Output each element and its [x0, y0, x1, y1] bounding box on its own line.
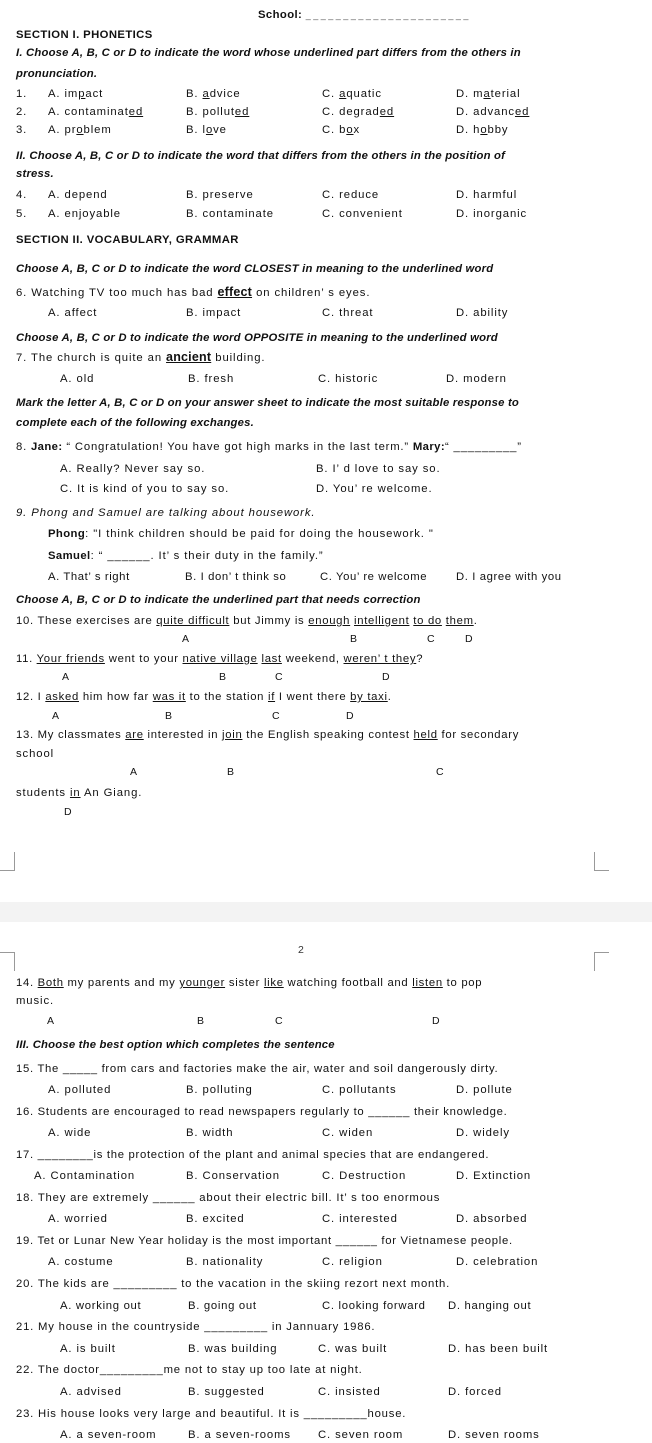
opposite-instruction: Choose A, B, C or D to indicate the word OPPOSITE in meaning to the underlined word — [16, 332, 498, 344]
q15-option-c: C. pollutants — [322, 1084, 397, 1096]
q1-option-d: D. material — [456, 88, 521, 100]
q20-option-a: A. working out — [60, 1300, 142, 1312]
response-instruction: Mark the letter A, B, C or D on your answer sheet to indicate the most suitable response to — [16, 397, 520, 409]
q6-stem: 6. Watching TV too much has bad effect on children’ s eyes. — [16, 285, 371, 299]
q8-stem: 8. Jane: “ Congratulation! You have got high marks in the last term.” Mary:“ _________” — [16, 441, 522, 453]
page-corner-mark — [0, 952, 15, 971]
q13-stem-line3: students in An Giang. — [16, 787, 143, 799]
q5-option-d: D. inorganic — [456, 208, 528, 220]
q9-phong-line: Phong: "I think children should be paid for doing the housework. " — [48, 528, 434, 540]
q21-option-b: B. was building — [188, 1343, 278, 1355]
page-corner-mark — [0, 852, 15, 871]
q7-option-b: B. fresh — [188, 373, 235, 385]
q20-option-b: B. going out — [188, 1300, 257, 1312]
q9-intro: 9. Phong and Samuel are talking about housework. — [16, 507, 316, 519]
q21-option-c: C. was built — [318, 1343, 388, 1355]
q22-option-b: B. suggested — [188, 1386, 265, 1398]
q14-stem: 14. Both my parents and my younger sister like watching football and listen to pop — [16, 977, 483, 989]
q3-option-d: D. hobby — [456, 124, 509, 136]
q15-option-b: B. polluting — [186, 1084, 253, 1096]
closest-instruction: Choose A, B, C or D to indicate the word CLOSEST in meaning to the underlined word — [16, 263, 494, 275]
q2-option-a: A. contaminated — [48, 106, 144, 118]
q9-samuel-line: Samuel: “ ______. It’ s their duty in the family.” — [48, 550, 324, 562]
q18-option-b: B. excited — [186, 1213, 245, 1225]
q23-option-a: A. a seven-room — [60, 1429, 157, 1441]
part3-title: III. Choose the best option which completes the sentence — [16, 1039, 335, 1051]
q8-option-c: C. It is kind of you to say so. — [60, 483, 230, 495]
q2-option-c: C. degraded — [322, 106, 395, 118]
q4-option-b: B. preserve — [186, 189, 254, 201]
part1-instruction-cont: pronunciation. — [16, 68, 98, 80]
q4-option-a: A. depend — [48, 189, 108, 201]
q4-option-c: C. reduce — [322, 189, 380, 201]
school-header: School: _ _ _ _ _ _ _ _ _ _ _ _ _ _ _ _ _ _ _ _ _ _ — [258, 9, 469, 21]
q19-option-a: A. costume — [48, 1256, 114, 1268]
page-corner-mark — [594, 852, 609, 871]
q7-option-a: A. old — [60, 373, 95, 385]
q1-option-b: B. advice — [186, 88, 241, 100]
q23-option-b: B. a seven-rooms — [188, 1429, 291, 1441]
q8-option-d: D. You’ re welcome. — [316, 483, 433, 495]
q9-option-d: D. I agree with you — [456, 571, 562, 583]
q5-option-b: B. contaminate — [186, 208, 274, 220]
q17-option-a: A. Contamination — [34, 1170, 136, 1182]
error-instruction: Choose A, B, C or D to indicate the underlined part that needs correction — [16, 594, 421, 606]
q16-option-c: C. widen — [322, 1127, 374, 1139]
q3-option-c: C. box — [322, 124, 361, 136]
q3-option-a: A. problem — [48, 124, 112, 136]
q9-option-c: C. You’ re welcome — [320, 571, 428, 583]
q21-option-d: D. has been built — [448, 1343, 549, 1355]
section2-title: SECTION II. VOCABULARY, GRAMMAR — [16, 234, 239, 246]
q10-stem: 10. These exercises are quite difficult but Jimmy is enough intelligent to do them. — [16, 615, 478, 627]
q3-option-b: B. love — [186, 124, 227, 136]
page-corner-mark — [594, 952, 609, 971]
q2-option-b: B. polluted — [186, 106, 250, 118]
part1-instruction: I. Choose A, B, C or D to indicate the word whose underlined part differs from the others in — [16, 47, 521, 59]
q19-option-c: C. religion — [322, 1256, 383, 1268]
q16-option-b: B. width — [186, 1127, 234, 1139]
q6-option-b: B. impact — [186, 307, 242, 319]
q6-option-c: C. threat — [322, 307, 374, 319]
q17-option-d: D. Extinction — [456, 1170, 532, 1182]
q16-option-a: A. wide — [48, 1127, 92, 1139]
q6-option-a: A. affect — [48, 307, 98, 319]
q7-option-d: D. modern — [446, 373, 507, 385]
q17-option-b: B. Conservation — [186, 1170, 280, 1182]
q22-option-c: C. insisted — [318, 1386, 381, 1398]
q4-option-d: D. harmful — [456, 189, 518, 201]
q22-option-d: D. forced — [448, 1386, 502, 1398]
q15-option-a: A. polluted — [48, 1084, 112, 1096]
q20-option-c: C. looking forward — [322, 1300, 426, 1312]
q23-option-d: D. seven rooms — [448, 1429, 540, 1441]
q13-stem: 13. My classmates are interested in join the English speaking contest held for secondary — [16, 729, 520, 741]
q6-option-d: D. ability — [456, 307, 509, 319]
q13-stem-line2: school — [16, 748, 55, 760]
q16-option-d: D. widely — [456, 1127, 510, 1139]
q5-option-c: C. convenient — [322, 208, 403, 220]
q1-option-a: A. impact — [48, 88, 104, 100]
worksheet-page: School: _ _ _ _ _ _ _ _ _ _ _ _ _ _ _ _ _ _ _ _ _ _ SECTION I. PHONETICS I. Choose A, B, C or D to indicate the word whose underlined part differs from the others in pronunciation. 1. A. impact B. advice C. aquatic D. material 2. A. contaminated B. polluted C. degraded D. advanced 3. A. problem B. love C. box D. hobby II. Choose A, B, C or D to indicate the word that differs from the others in the position of stress. 4. A. depend B. preserve C. reduce D. harmful 5. A. enjoyable B. contaminate C. convenient D. inorganic SECTION II. VOCABULARY, GRAMMAR Choose A, B, C or D to indicate the word CLOSEST in meaning to the underlined word 6. Watching TV too much has bad effect on children’ s eyes. A. affect B. impact C. threat D. ability Choose A, B, C or D to indicate the word OPPOSITE in meaning to the underlined word 7. The church is quite an ancient building. A. old B. fresh C. historic D. modern Mark the letter A, B, C or D on your answer sheet to indicate the most suitable response to complete each of the following exchanges. 8. Jane: “ Congratulation! You have got high marks in the last term.” Mary:“ _________” A. Really? Never say so. B. I’ d love to say so. C. It is kind of you to say so. D. You’ re welcome. 9. Phong and Samuel are talking about housework. Phong: "I think children should be paid for doing the housework. " Samuel: “ ______. It’ s their duty in the family.” A. That’ s right B. I don’ t think so C. You’ re welcome D. I agree with you Choose A, B, C or D to indicate the underlined part that needs correction 10. These exercises are quite difficult but Jimmy is enough intelligent to do them. A B C D 11. Your friends went to your native village last weekend, weren’ t they? A B C D 12. I asked him how far was it to the station if I went there by taxi. A B C D 13. My classmates are interested in join the English speaking contest held for secondary school A B C students in An Giang. D 2 14. Both my parents and my younger sister like watching football and listen to pop music. A B C D III. Choose the best option which completes the sentence 15. The _____ from cars and factories make the air, water and soil dangerously dirty. A. polluted B. polluting C. pollutants D. pollute 16. Students are encouraged to read newspapers regularly to ______ their knowledge. A. wide B. width C. widen D. widely 17. ________is the protection of the plant and animal species that are endangered. A. Contamination B. Conservation C. Destruction D. Extinction 18. They are extremely ______ about their electric bill. It’ s too enormous A. worried B. excited C. interested D. absorbed 19. Tet or Lunar New Year holiday is the most important ______ for Vietnamese people. A. costume B. nationality C. religion D. celebration 20. The kids are _________ to the vacation in the skiing rezort next month. A. working out B. going out C. looking forward D. hanging out 21. My house in the countryside _________ in Jannuary 1986. A. is built B. was building C. was built D. has been built 22. The doctor_________me not to stay up too late at night. A. advised B. suggested C. insisted D. forced 23. His house looks very large and beautiful. It is _________house. A. a seven-room B. a seven-rooms C. seven room D. seven rooms — [0, 0, 652, 1443]
part2-instruction-cont: stress. — [16, 168, 54, 180]
q23-option-c: C. seven room — [318, 1429, 404, 1441]
q22-option-a: A. advised — [60, 1386, 122, 1398]
q15-option-d: D. pollute — [456, 1084, 513, 1096]
q19-option-d: D. celebration — [456, 1256, 539, 1268]
q8-option-b: B. I’ d love to say so. — [316, 463, 441, 475]
page-break — [0, 902, 652, 922]
q18-option-d: D. absorbed — [456, 1213, 528, 1225]
q8-option-a: A. Really? Never say so. — [60, 463, 206, 475]
part2-instruction: II. Choose A, B, C or D to indicate the word that differs from the others in the position of — [16, 150, 506, 162]
q7-stem: 7. The church is quite an ancient building. — [16, 350, 266, 364]
q12-stem: 12. I asked him how far was it to the station if I went there by taxi. — [16, 691, 392, 703]
response-instruction-cont: complete each of the following exchanges. — [16, 417, 254, 429]
q14-stem-line2: music. — [16, 995, 55, 1007]
q20-option-d: D. hanging out — [448, 1300, 532, 1312]
q9-option-a: A. That’ s right — [48, 571, 130, 583]
section1-title: SECTION I. PHONETICS — [16, 29, 153, 41]
q17-option-c: C. Destruction — [322, 1170, 407, 1182]
q1-option-c: C. aquatic — [322, 88, 382, 100]
q5-option-a: A. enjoyable — [48, 208, 121, 220]
q11-stem: 11. Your friends went to your native village last weekend, weren’ t they? — [16, 653, 424, 665]
q9-option-b: B. I don’ t think so — [185, 571, 287, 583]
q21-option-a: A. is built — [60, 1343, 116, 1355]
q18-option-a: A. worried — [48, 1213, 108, 1225]
q18-option-c: C. interested — [322, 1213, 398, 1225]
q2-option-d: D. advanced — [456, 106, 530, 118]
page-number: 2 — [298, 944, 304, 956]
q7-option-c: C. historic — [318, 373, 379, 385]
q19-option-b: B. nationality — [186, 1256, 264, 1268]
